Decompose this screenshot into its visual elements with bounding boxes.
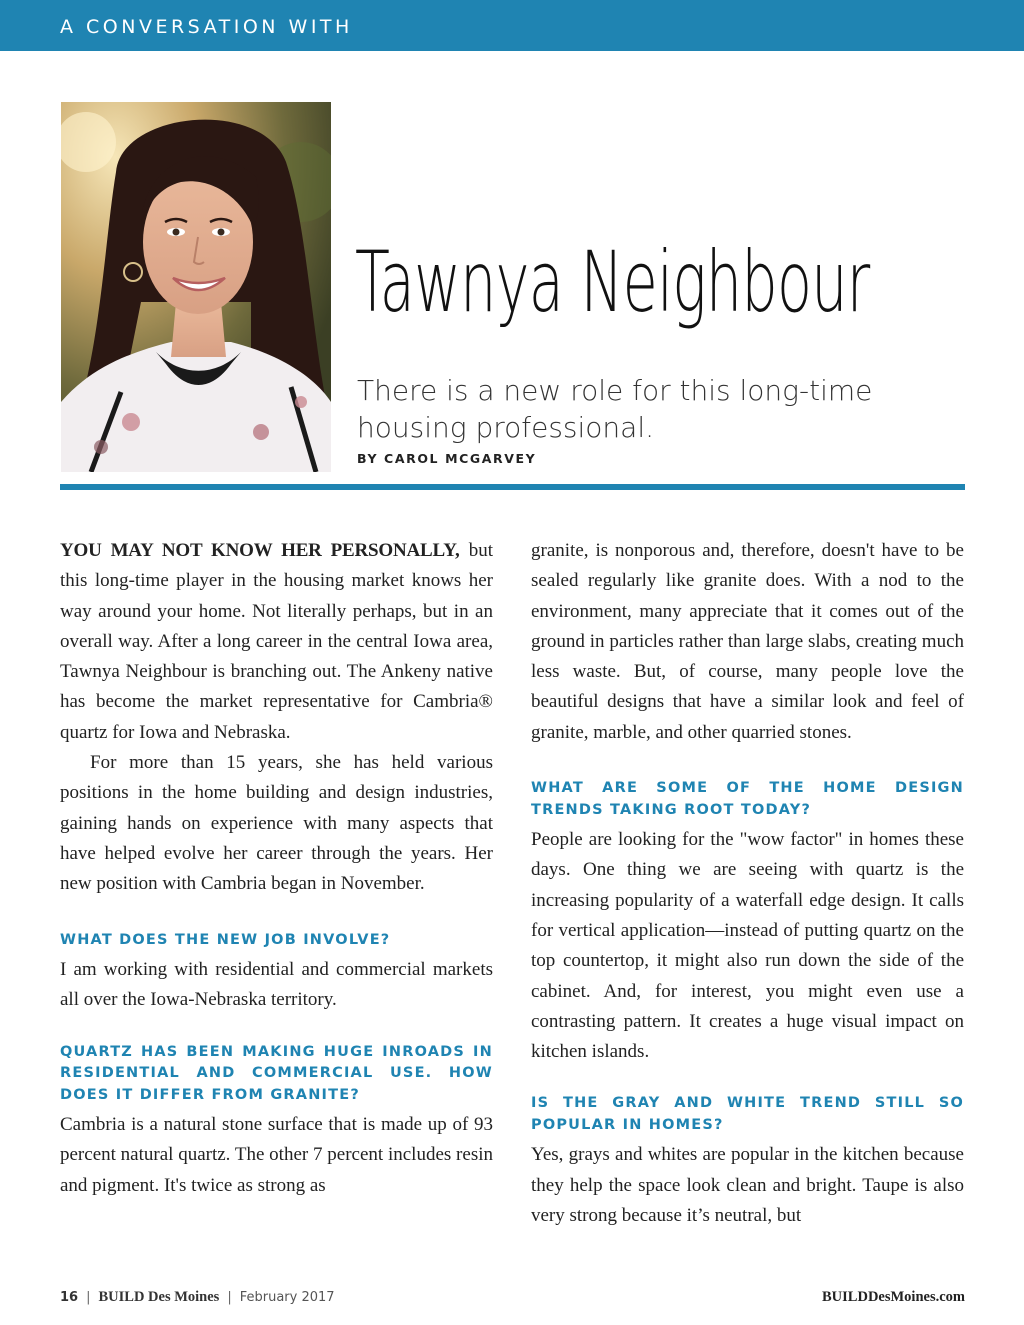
issue-date: February 2017 [239,1290,335,1305]
divider-rule [60,484,965,490]
body-paragraph: For more than 15 years, she has held various positions in the home building and design industries, gaining hands on experience with many aspects that have helped evolve her career through the years. Her new position with Cambria began in November. [60,752,493,895]
question-heading: WHAT ARE SOME OF THE HOME DESIGN TRENDS TAKING ROOT TODAY? [531,780,964,818]
answer-paragraph: People are looking for the "wow factor" in homes these days. One thing we are seeing with quartz is the increasing popularity of a waterfall edge design. It calls for vertical application—instead of putting quartz on the top countertop, it might also run down the side of the cabinet. And, for interest, you might even use a contrasting pattern. It creates a huge visual impact on kitchen islands. [531,829,964,1063]
article-subtitle: There is a new role for this long-time housing professional. [357,374,873,444]
body-paragraph: granite, is nonporous and, therefore, doesn't have to be sealed regularly like granite does. With a nod to the environment, many appreciate that it comes out of the ground in particles rather than large slabs, creating much less waste. But, of course, many people love the beautiful designs that have a similar look and feel of granite, marble, and other quarried stones. [531,540,964,743]
question-heading: QUARTZ HAS BEEN MAKING HUGE INROADS IN RESIDENTIAL AND COMMERCIAL USE. HOW DOES IT DIFFER FROM GRANITE? [60,1043,493,1103]
intro-paragraph [60,536,493,748]
question-heading: IS THE GRAY AND WHITE TREND STILL SO POPULAR IN HOMES? [531,1095,964,1133]
page-footer [60,1289,965,1309]
page-number: 16 [60,1290,79,1305]
answer-paragraph: I am working with residential and commercial markets all over the Iowa-Nebraska territory. [60,959,493,1011]
byline: BY CAROL MCGARVEY [357,451,537,466]
section-label: A CONVERSATION WITH [60,16,353,38]
top-banner [0,0,1024,51]
question-heading: WHAT DOES THE NEW JOB INVOLVE? [60,931,391,948]
website-link[interactable]: BUILDDesMoines.com [822,1289,965,1305]
footer-separator: | [227,1290,232,1305]
footer-separator: | [86,1290,91,1305]
publication-name: BUILD Des Moines [98,1289,220,1305]
answer-paragraph: Cambria is a natural stone surface that is made up of 93 percent natural quartz. The other 7 percent includes resin and pigment. It's twice as strong as [60,1114,493,1196]
left-column [60,536,493,1201]
article-title: Tawnya Neighbour [355,233,870,331]
lead-in: YOU MAY NOT KNOW HER PERSONALLY, [60,540,460,561]
answer-paragraph: Yes, grays and whites are popular in the kitchen because they help the space look clean and bright. Taupe is also very strong because it’s neutral, but [531,1144,964,1227]
right-column [531,536,964,1231]
intro-text: but this long-time player in the housing market knows her way around your home. Not literally perhaps, but in an overall way. After a long career in the central Iowa area, Tawnya Neighbour is branching out. The Ankeny native has become the market representative for Cambria® quartz for Iowa and Nebraska. [60,540,493,743]
portrait-photo [61,102,331,472]
